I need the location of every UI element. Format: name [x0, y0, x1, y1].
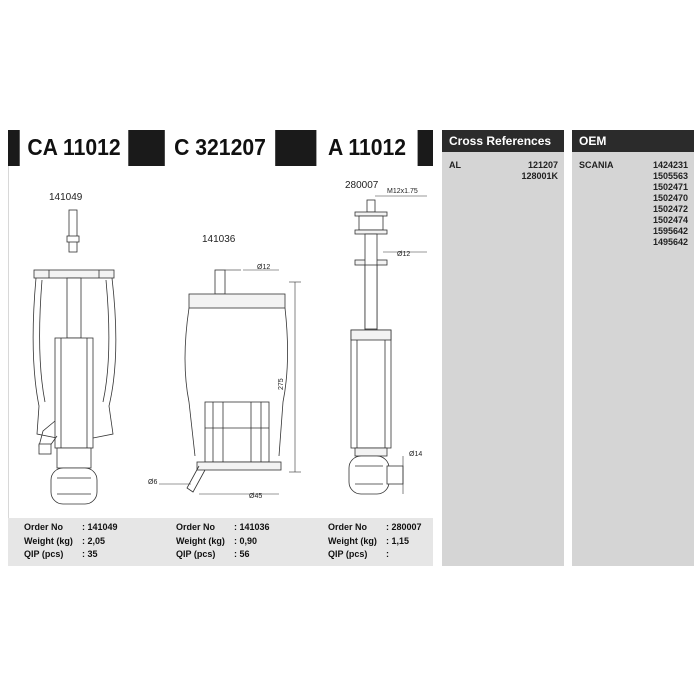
cross-references-panel — [442, 130, 564, 566]
drawing-shock-absorber-280007 — [345, 180, 427, 494]
product-code-ca-11012: CA 11012 — [20, 127, 129, 167]
qip-value: 35 — [87, 549, 98, 559]
qip-label: QIP (pcs) — [24, 549, 64, 559]
weight-label: Weight (kg) — [328, 535, 377, 546]
spec-table-2: Order No : 141036 Weight (kg) : 0,90 QIP (pcs) : 56 — [176, 521, 270, 562]
drawing-area — [8, 166, 434, 518]
xref-brand: AL — [449, 160, 461, 170]
oem-panel — [572, 130, 694, 566]
drawing-cabin-shock-141049 — [33, 192, 116, 504]
drawing-part-number-1: 141049 — [49, 192, 83, 203]
oem-number: 1502474 — [652, 215, 688, 225]
order-number: 280007 — [391, 522, 422, 532]
weight-value: 2,05 — [87, 535, 106, 546]
product-code-a-11012: A 11012 — [316, 127, 417, 167]
oem-number: 1505563 — [652, 171, 688, 181]
qip-value: 56 — [239, 549, 250, 559]
order-label: Order No — [24, 522, 64, 532]
order-label: Order No — [176, 522, 216, 532]
order-number: 141036 — [239, 522, 270, 532]
oem-number: 1595642 — [652, 226, 688, 236]
order-label: Order No — [328, 522, 368, 532]
oem-title: OEM — [572, 130, 694, 152]
weight-value: 1,15 — [391, 535, 410, 546]
oem-number: 1502470 — [652, 193, 688, 203]
drawing-part-number-3: 280007 — [345, 180, 379, 191]
order-number: 141049 — [87, 522, 118, 532]
weight-value: 0,90 — [239, 535, 258, 546]
spec-table-1: Order No : 141049 Weight (kg) : 2,05 QIP (pcs) : 35 — [24, 521, 118, 562]
xref-number-list — [521, 160, 558, 182]
qip-label: QIP (pcs) — [328, 549, 368, 559]
dim-thread-m12: M12x1.75 — [387, 188, 418, 195]
dim-diameter-12: Ø12 — [257, 264, 271, 271]
product-code-c-321207: C 321207 — [165, 127, 275, 167]
xref-number: 121207 — [527, 160, 558, 170]
weight-label: Weight (kg) — [24, 535, 73, 546]
spec-table-3: Order No : 280007 Weight (kg) : 1,15 QIP (pcs) : — [328, 521, 422, 562]
dim-diameter-45: Ø45 — [249, 493, 263, 500]
dim-diameter-12-rod: Ø12 — [397, 251, 411, 258]
oem-number: 1502471 — [652, 182, 688, 192]
oem-number: 1502472 — [652, 204, 688, 214]
technical-drawings — [9, 166, 434, 518]
qip-label: QIP (pcs) — [176, 549, 216, 559]
oem-number: 1495642 — [652, 237, 688, 247]
weight-label: Weight (kg) — [176, 535, 225, 546]
dim-diameter-14: Ø14 — [409, 451, 423, 458]
cross-references-title: Cross References — [442, 130, 564, 152]
oem-number-list — [653, 160, 688, 248]
xref-number: 128001K — [521, 171, 558, 181]
dim-length-275: 275 — [278, 378, 285, 390]
oem-number: 1424231 — [652, 160, 688, 170]
drawing-cabin-shock-141036 — [148, 234, 301, 500]
dim-diameter-6: Ø6 — [148, 479, 158, 486]
oem-brand: SCANIA — [579, 160, 614, 170]
drawing-part-number-2: 141036 — [202, 234, 236, 245]
